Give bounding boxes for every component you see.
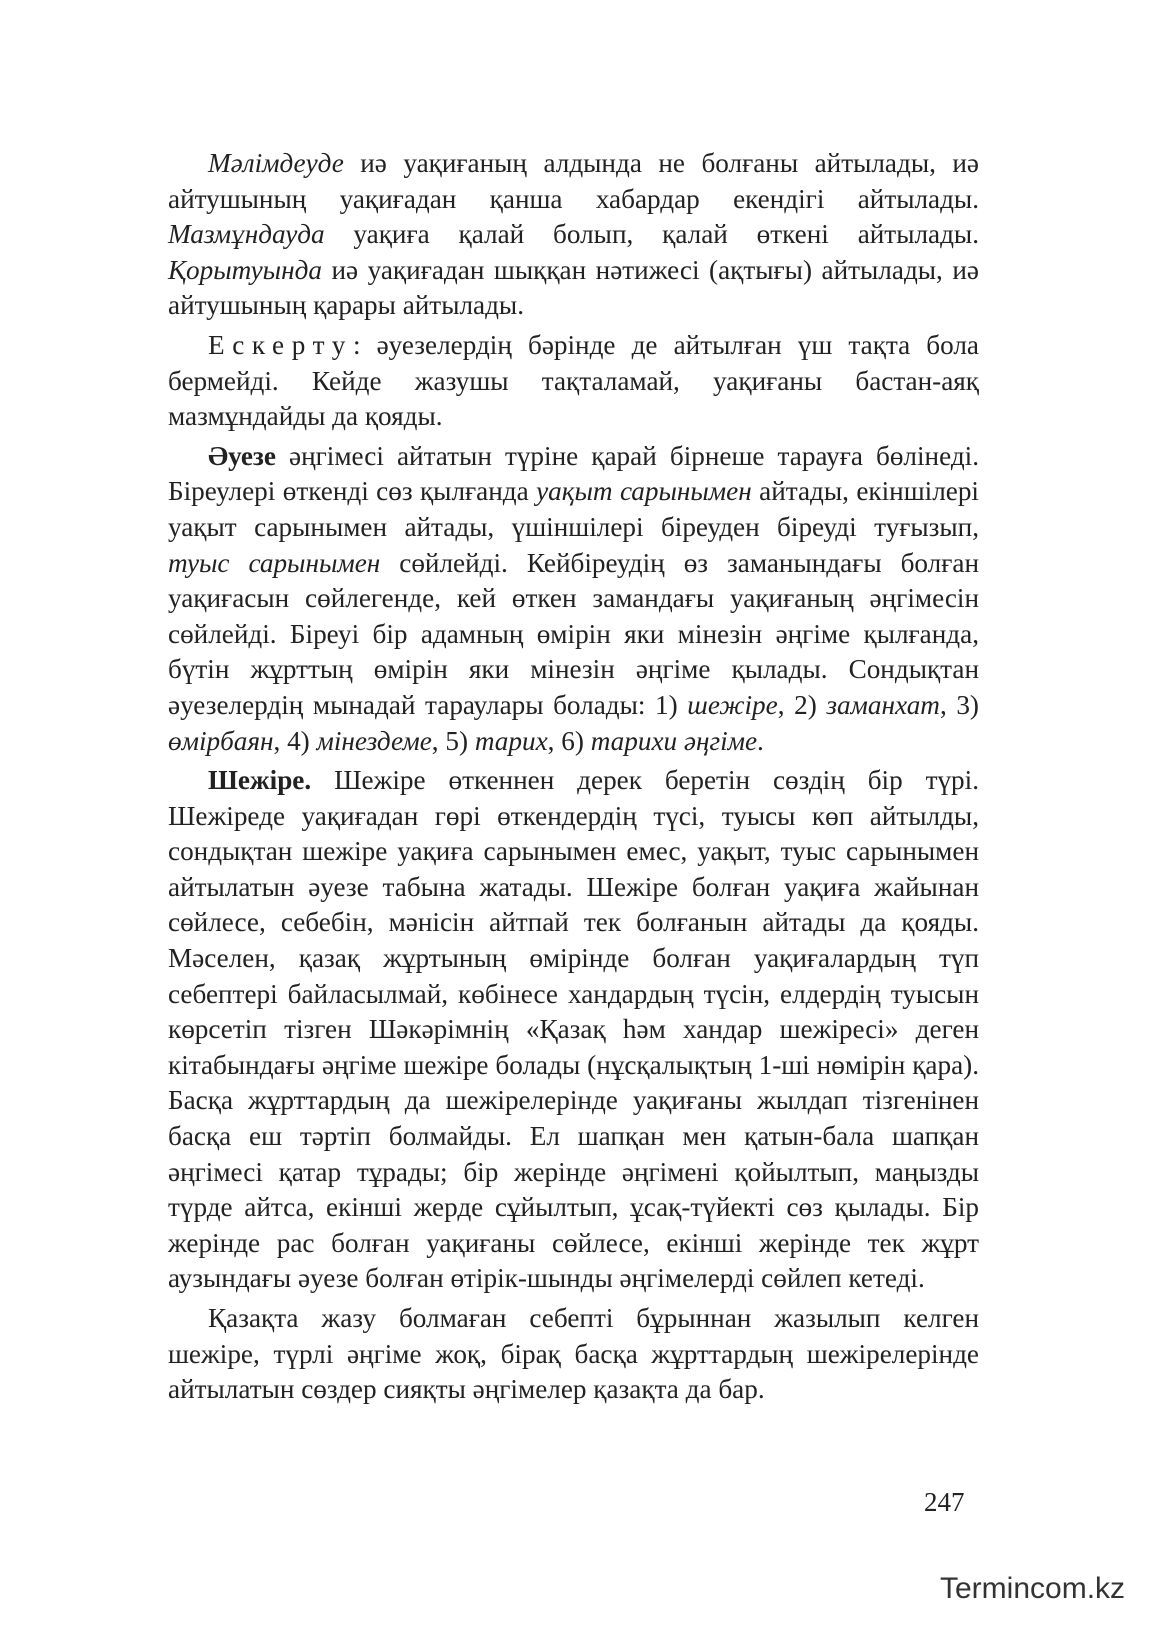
- termincom-watermark-logo: Termincom.kz: [940, 1572, 1126, 1605]
- body-paragraph: [168, 328, 979, 435]
- italic-term: туыс сарынымен: [168, 547, 381, 578]
- body-paragraph: [168, 439, 979, 759]
- bold-term: Әуезе: [208, 440, 276, 471]
- text-run: сөйлейді. Кейбіреудің өз заманындағы болған уақиғасын сөйлегенде, кей өткен замандағы уақиғаның әңгімесін сөйлейді. Біреуі бір адамның өмірін яки мінезін әңгіме қылғанда, бүтін жұрттың өмірін яки мінезін әңгіме қылады. Сондықтан әуезелердің мынадай тараулары болады: 1): [168, 547, 979, 720]
- italic-term: шежіре: [687, 689, 778, 720]
- italic-term: өмірбаян: [168, 725, 274, 756]
- italic-term: тарихи әңгіме: [590, 725, 758, 756]
- spaced-term: Ескерту: [208, 329, 353, 360]
- text-run: Шежіре өткеннен дерек беретін сөздің бір түрі. Шежіреде уақиғадан гөрі өткендердің түсі, туысы көп айтылды, сондықтан шежіре уақиға сарынымен емес, уақыт, туыс сарынымен айтылатын әуезе табына жатады. Шежіре болған уақиға жайынан сөйлесе, себебін, мәнісін айтпай тек болғанын айтады да қояды. Мәселен, қазақ жұртының өмірінде болған уақиғалардың түп себептері байласылмай, көбінесе хандардың түсін, елдердің туысын көрсетіп тізген Шәкәрімнің «Қазақ һәм хандар шежіресі» деген кітабындағы әңгіме шежіре болады (нұсқалықтың 1-ші нөмірін қара). Басқа жұрттардың да шежірелерінде уақиғаны жылдап тізгенінен басқа еш тәртіп болмайды. Ел шапқан мен қатын-бала шапқан әңгімесі қатар тұрады; бір жерінде әңгімені қойылтып, маңызды түрде айтса, екінші жерде сұйылтып, ұсақ-түйекті сөз қылады. Бір жерінде рас болған уақиғаны сөйлесе, екінші жерінде тек жұрт аузындағы әуезе болған өтірік-шынды әңгімелерді сөйлеп кетеді.: [168, 765, 979, 1294]
- italic-term: мінездеме: [316, 725, 432, 756]
- text-run: уақиға қалай болып, қалай өткені айтылады.: [324, 219, 979, 250]
- italic-term: тарих: [474, 725, 548, 756]
- page-body: [168, 146, 979, 1412]
- page-number: 247: [924, 1487, 965, 1517]
- text-run: , 3): [939, 689, 979, 720]
- italic-term: уақыт сарынымен: [536, 476, 752, 507]
- bold-term: Шежіре.: [208, 765, 312, 796]
- italic-term: заманхат: [826, 689, 940, 720]
- italic-term: Мазмұндауда: [168, 219, 325, 250]
- text-run: иә уақиғадан шыққан нәтижесі (ақтығы) айтылады, иә айтушының қарары айтылады.: [168, 254, 979, 321]
- text-run: .: [757, 725, 764, 756]
- italic-term: Мәлімдеуде: [208, 148, 344, 178]
- text-run: : әуезелердің бәрінде де айтылған үш тақта бола бермейді. Кейде жазушы тақталамай, уақиғаны бастан-аяқ мазмұндайды да қояды.: [168, 329, 979, 432]
- body-paragraph: [168, 763, 979, 1297]
- body-paragraph: [168, 146, 979, 324]
- text-run: , 5): [431, 725, 475, 756]
- text-run: әңгімесі айтатын түріне қарай бірнеше тарауға бөлінеді. Біреулері өткенді сөз қылғанда: [168, 440, 979, 507]
- text-run: , 2): [777, 689, 827, 720]
- body-paragraph: [168, 1301, 979, 1408]
- text-run: Қазақта жазу болмаған себепті бұрыннан жазылып келген шежіре, түрлі әңгіме жоқ, бірақ басқа жұрттардың шежірелерінде айтылатын сөздер сияқты әңгімелер қазақта да бар.: [168, 1303, 979, 1405]
- text-run: , 4): [273, 725, 317, 756]
- text-run: иә уақиғаның алдында не болғаны айтылады, иә айтушының уақиғадан қанша хабардар екендігі айтылады.: [168, 148, 979, 214]
- text-run: айтады, екіншілері уақыт сарынымен айтады, үшіншілері біреуден біреуді туғызып,: [168, 476, 979, 542]
- italic-term: Қорытуында: [168, 254, 322, 285]
- text-run: , 6): [547, 725, 591, 756]
